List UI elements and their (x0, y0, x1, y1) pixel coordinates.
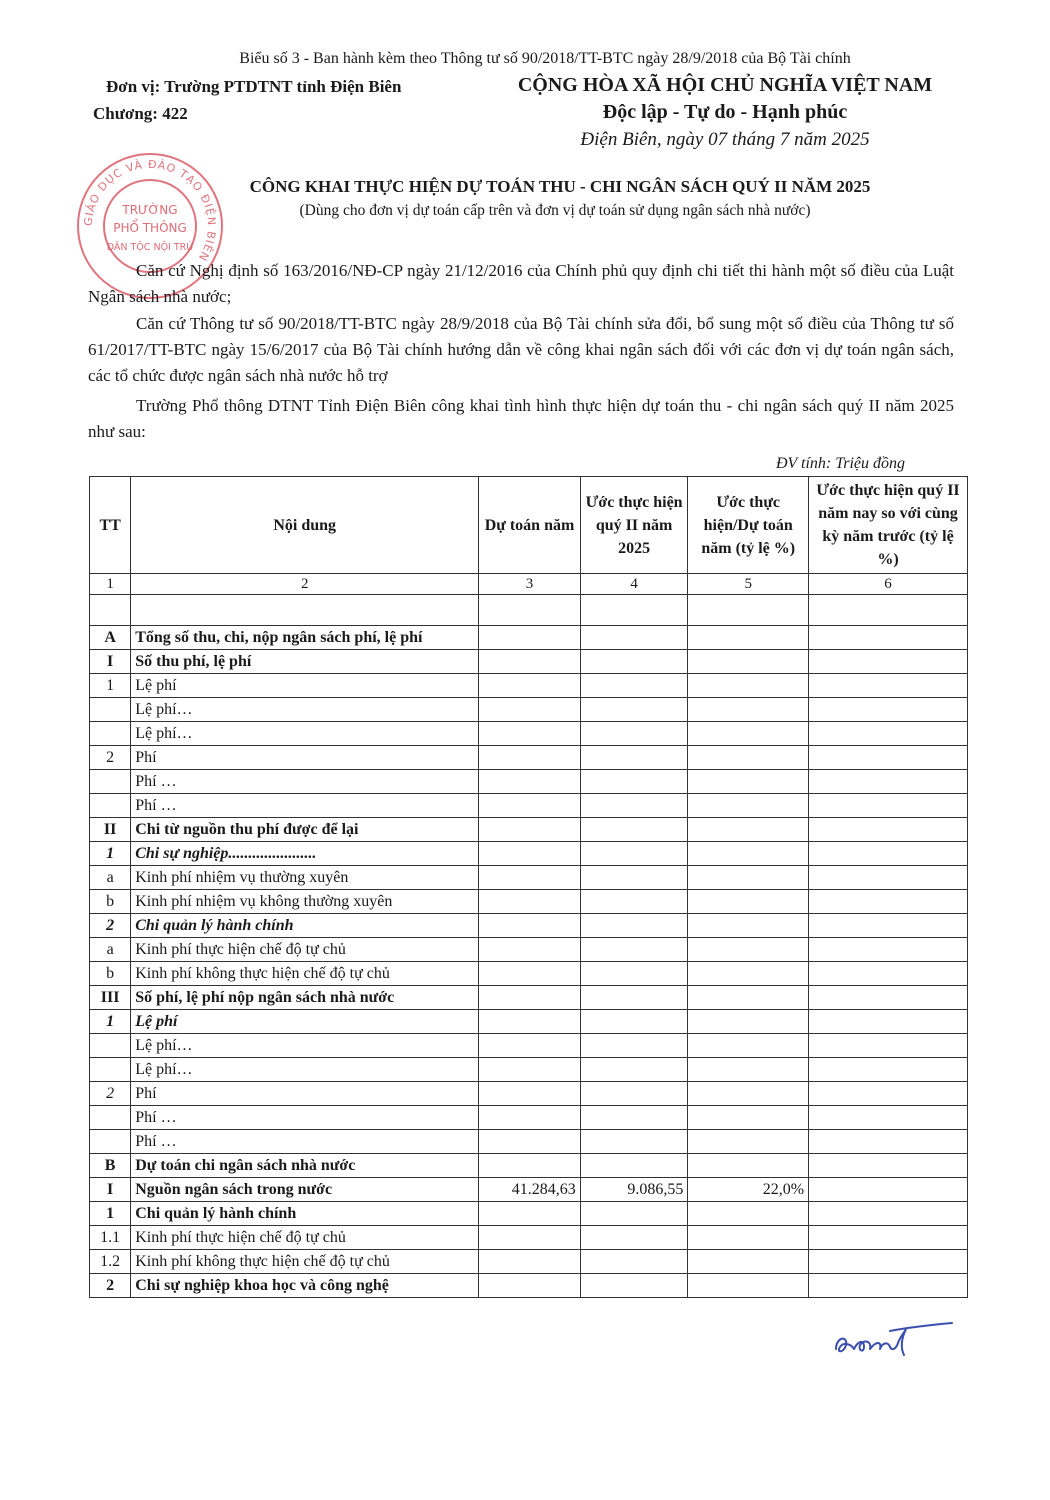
row-number-cell (90, 794, 131, 818)
row-number-cell: 1.2 (90, 1250, 131, 1274)
row-content-cell: Chi quản lý hành chính (131, 1202, 479, 1226)
ratio-annual-cell (688, 1226, 809, 1250)
ratio-annual-cell (688, 1010, 809, 1034)
q2-estimate-cell (580, 866, 688, 890)
table-row (90, 914, 968, 938)
row-content-cell: Lệ phí… (131, 1058, 479, 1082)
ratio-last-year-cell (809, 818, 968, 842)
spacer-row (90, 595, 968, 626)
organization-unit: Đơn vị: Trường PTDTNT tỉnh Điện Biên (106, 77, 402, 96)
ratio-last-year-cell (809, 1226, 968, 1250)
row-content-cell: Tổng số thu, chi, nộp ngân sách phí, lệ phí (131, 626, 479, 650)
ratio-annual-cell (688, 986, 809, 1010)
row-number-cell: 2 (90, 914, 131, 938)
row-content-cell: Nguồn ngân sách trong nước (131, 1178, 479, 1202)
header-q2-estimate: Ước thực hiện quý II năm 2025 (580, 477, 688, 574)
q2-estimate-cell (580, 1034, 688, 1058)
national-title: CỘNG HÒA XÃ HỘI CHỦ NGHĨA VIỆT NAM (517, 74, 933, 96)
annual-estimate-cell (479, 890, 581, 914)
ratio-annual-cell (688, 818, 809, 842)
table-index-row (90, 574, 968, 595)
stamp-line-2: PHỔ THÔNG (113, 221, 187, 235)
q2-estimate-cell (580, 595, 688, 626)
row-number-cell (90, 698, 131, 722)
budget-table (89, 476, 968, 1298)
q2-estimate-cell (580, 986, 688, 1010)
ratio-last-year-cell (809, 1130, 968, 1154)
annual-estimate-cell (479, 1130, 581, 1154)
ratio-annual-cell (688, 842, 809, 866)
header-content: Nội dung (131, 477, 479, 574)
q2-estimate-cell (580, 1010, 688, 1034)
budget-chapter: Chương: 422 (93, 104, 188, 123)
q2-estimate-cell (580, 938, 688, 962)
q2-estimate-cell: 9.086,55 (580, 1178, 688, 1202)
annual-estimate-cell (479, 770, 581, 794)
ratio-last-year-cell (809, 1106, 968, 1130)
ratio-last-year-cell (809, 938, 968, 962)
row-number-cell: 1 (90, 1202, 131, 1226)
row-content-cell: Chi quản lý hành chính (131, 914, 479, 938)
row-number-cell (90, 1034, 131, 1058)
q2-estimate-cell (580, 626, 688, 650)
row-number-cell (90, 722, 131, 746)
header-ratio-to-last-year: Ước thực hiện quý II năm nay so với cùng kỳ năm trước (tỷ lệ %) (809, 477, 968, 574)
table-row (90, 1250, 968, 1274)
ratio-annual-cell (688, 1130, 809, 1154)
annual-estimate-cell (479, 1226, 581, 1250)
annual-estimate-cell (479, 794, 581, 818)
ratio-annual-cell (688, 746, 809, 770)
table-row (90, 1106, 968, 1130)
table-row (90, 1058, 968, 1082)
ratio-annual-cell (688, 595, 809, 626)
row-number-cell: 1 (90, 674, 131, 698)
row-content-cell: Phí … (131, 1130, 479, 1154)
ratio-annual-cell (688, 626, 809, 650)
index-cell: 4 (580, 574, 688, 595)
table-row (90, 1010, 968, 1034)
row-number-cell: 2 (90, 1082, 131, 1106)
ratio-last-year-cell (809, 674, 968, 698)
annual-estimate-cell (479, 1010, 581, 1034)
table-row (90, 1226, 968, 1250)
ratio-annual-cell (688, 866, 809, 890)
table-row (90, 1082, 968, 1106)
q2-estimate-cell (580, 914, 688, 938)
annual-estimate-cell (479, 1250, 581, 1274)
row-content-cell (131, 595, 479, 626)
document-title: CÔNG KHAI THỰC HIỆN DỰ TOÁN THU - CHI NGÂN SÁCH QUÝ II NĂM 2025 (249, 177, 871, 196)
ratio-annual-cell (688, 890, 809, 914)
annual-estimate-cell (479, 1202, 581, 1226)
row-content-cell: Dự toán chi ngân sách nhà nước (131, 1154, 479, 1178)
header-ratio-to-annual: Ước thực hiện/Dự toán năm (tỷ lệ %) (688, 477, 809, 574)
table-row (90, 674, 968, 698)
row-content-cell: Kinh phí không thực hiện chế độ tự chủ (131, 1250, 479, 1274)
table-row (90, 698, 968, 722)
annual-estimate-cell (479, 1034, 581, 1058)
table-body (90, 595, 968, 1298)
handwritten-signature (830, 1315, 960, 1365)
header-tt: TT (90, 477, 131, 574)
annual-estimate-cell (479, 842, 581, 866)
row-content-cell: Kinh phí không thực hiện chế độ tự chủ (131, 962, 479, 986)
ratio-annual-cell (688, 1034, 809, 1058)
ratio-last-year-cell (809, 1178, 968, 1202)
row-number-cell: III (90, 986, 131, 1010)
row-content-cell: Chi sự nghiệp khoa học và công nghệ (131, 1274, 479, 1298)
row-content-cell: Kinh phí nhiệm vụ không thường xuyên (131, 890, 479, 914)
table-row (90, 1130, 968, 1154)
row-number-cell: II (90, 818, 131, 842)
table-row (90, 1178, 968, 1202)
annual-estimate-cell (479, 674, 581, 698)
table-row (90, 1034, 968, 1058)
q2-estimate-cell (580, 1130, 688, 1154)
annual-estimate-cell (479, 1058, 581, 1082)
row-content-cell: Chi từ nguồn thu phí được để lại (131, 818, 479, 842)
table-row (90, 962, 968, 986)
ratio-last-year-cell (809, 794, 968, 818)
table-row (90, 794, 968, 818)
row-number-cell: a (90, 866, 131, 890)
row-content-cell: Kinh phí thực hiện chế độ tự chủ (131, 938, 479, 962)
annual-estimate-cell (479, 650, 581, 674)
row-content-cell: Phí … (131, 1106, 479, 1130)
ratio-last-year-cell (809, 722, 968, 746)
row-content-cell: Phí (131, 1082, 479, 1106)
ratio-annual-cell (688, 794, 809, 818)
row-number-cell: 1 (90, 1010, 131, 1034)
ratio-annual-cell (688, 1274, 809, 1298)
q2-estimate-cell (580, 698, 688, 722)
annual-estimate-cell (479, 986, 581, 1010)
q2-estimate-cell (580, 746, 688, 770)
ratio-last-year-cell (809, 746, 968, 770)
row-content-cell: Lệ phí (131, 1010, 479, 1034)
header-annual-estimate: Dự toán năm (479, 477, 581, 574)
table-row (90, 626, 968, 650)
row-number-cell (90, 1058, 131, 1082)
q2-estimate-cell (580, 1106, 688, 1130)
ratio-annual-cell (688, 1106, 809, 1130)
row-content-cell: Lệ phí… (131, 698, 479, 722)
ratio-annual-cell (688, 938, 809, 962)
table-row (90, 770, 968, 794)
table-row (90, 650, 968, 674)
row-number-cell: A (90, 626, 131, 650)
ratio-last-year-cell (809, 1202, 968, 1226)
form-reference-note: Biểu số 3 - Ban hành kèm theo Thông tư số 90/2018/TT-BTC ngày 28/9/2018 của Bộ Tài chính (239, 50, 851, 67)
annual-estimate-cell (479, 914, 581, 938)
stamp-ring-text: GIÁO DỤC VÀ ĐÀO TẠO ĐIỆN BIÊN (81, 157, 219, 264)
table-row (90, 890, 968, 914)
q2-estimate-cell (580, 770, 688, 794)
row-content-cell: Kinh phí thực hiện chế độ tự chủ (131, 1226, 479, 1250)
q2-estimate-cell (580, 1082, 688, 1106)
q2-estimate-cell (580, 722, 688, 746)
stamp-line-3: DÂN TỘC NỘI TRÚ (106, 242, 194, 253)
annual-estimate-cell (479, 722, 581, 746)
row-number-cell: 2 (90, 1274, 131, 1298)
table-row (90, 746, 968, 770)
ratio-last-year-cell (809, 1058, 968, 1082)
row-content-cell: Lệ phí… (131, 722, 479, 746)
row-content-cell: Lệ phí… (131, 1034, 479, 1058)
q2-estimate-cell (580, 1226, 688, 1250)
row-number-cell (90, 1130, 131, 1154)
annual-estimate-cell (479, 1154, 581, 1178)
q2-estimate-cell (580, 1154, 688, 1178)
legal-basis-paragraph-1: Căn cứ Nghị định số 163/2016/NĐ-CP ngày 21/12/2016 của Chính phủ quy định chi tiết thi hành một số điều của Luật Ngân sách nhà nước; (88, 261, 954, 306)
row-number-cell (90, 1106, 131, 1130)
annual-estimate-cell (479, 595, 581, 626)
unit-of-measure-note: ĐV tính: Triệu đồng (775, 455, 905, 472)
ratio-last-year-cell (809, 962, 968, 986)
row-number-cell: b (90, 962, 131, 986)
row-number-cell: I (90, 1178, 131, 1202)
ratio-last-year-cell (809, 698, 968, 722)
ratio-last-year-cell (809, 650, 968, 674)
row-content-cell: Chi sự nghiệp...................... (131, 842, 479, 866)
row-content-cell: Số thu phí, lệ phí (131, 650, 479, 674)
annual-estimate-cell (479, 746, 581, 770)
row-number-cell: 1 (90, 842, 131, 866)
row-content-cell: Số phí, lệ phí nộp ngân sách nhà nước (131, 986, 479, 1010)
table-row (90, 842, 968, 866)
ratio-annual-cell (688, 962, 809, 986)
annual-estimate-cell (479, 938, 581, 962)
annual-estimate-cell (479, 1082, 581, 1106)
table-row (90, 818, 968, 842)
q2-estimate-cell (580, 674, 688, 698)
table-row (90, 722, 968, 746)
ratio-annual-cell (688, 1202, 809, 1226)
annual-estimate-cell (479, 866, 581, 890)
ratio-annual-cell (688, 1058, 809, 1082)
row-number-cell: b (90, 890, 131, 914)
row-content-cell: Phí (131, 746, 479, 770)
table-row (90, 1274, 968, 1298)
ratio-annual-cell (688, 650, 809, 674)
q2-estimate-cell (580, 794, 688, 818)
ratio-last-year-cell (809, 770, 968, 794)
table-row (90, 1202, 968, 1226)
document-subtitle: (Dùng cho đơn vị dự toán cấp trên và đơn vị dự toán sử dụng ngân sách nhà nước) (299, 202, 811, 219)
q2-estimate-cell (580, 1202, 688, 1226)
ratio-annual-cell (688, 1250, 809, 1274)
ratio-annual-cell: 22,0% (688, 1178, 809, 1202)
index-cell: 5 (688, 574, 809, 595)
ratio-annual-cell (688, 914, 809, 938)
index-cell: 6 (809, 574, 968, 595)
table-header-row (90, 477, 968, 574)
row-content-cell: Lệ phí (131, 674, 479, 698)
national-motto: Độc lập - Tự do - Hạnh phúc (602, 101, 848, 123)
annual-estimate-cell (479, 1106, 581, 1130)
annual-estimate-cell: 41.284,63 (479, 1178, 581, 1202)
annual-estimate-cell (479, 626, 581, 650)
q2-estimate-cell (580, 1250, 688, 1274)
ratio-annual-cell (688, 698, 809, 722)
ratio-last-year-cell (809, 842, 968, 866)
row-number-cell: 1.1 (90, 1226, 131, 1250)
annual-estimate-cell (479, 1274, 581, 1298)
q2-estimate-cell (580, 1274, 688, 1298)
index-cell: 2 (131, 574, 479, 595)
row-number-cell: 2 (90, 746, 131, 770)
table-row (90, 866, 968, 890)
index-cell: 3 (479, 574, 581, 595)
q2-estimate-cell (580, 1058, 688, 1082)
ratio-last-year-cell (809, 986, 968, 1010)
ratio-last-year-cell (809, 1034, 968, 1058)
legal-basis-paragraph-2: Căn cứ Thông tư số 90/2018/TT-BTC ngày 28/9/2018 của Bộ Tài chính sửa đổi, bổ sung một số điều của Thông tư số 61/2017/TT-BTC ngày 15/6/2017 của Bộ Tài chính hướng dẫn về công khai ngân sách đối với các đơn vị dự toán ngân sách, các tổ chức được ngân sách nhà nước hỗ trợ (88, 314, 954, 385)
ratio-last-year-cell (809, 1010, 968, 1034)
row-number-cell (90, 770, 131, 794)
ratio-last-year-cell (809, 1154, 968, 1178)
ratio-last-year-cell (809, 914, 968, 938)
ratio-last-year-cell (809, 1082, 968, 1106)
table-row (90, 938, 968, 962)
ratio-annual-cell (688, 770, 809, 794)
ratio-annual-cell (688, 1154, 809, 1178)
stamp-line-1: TRƯỜNG (122, 203, 178, 217)
q2-estimate-cell (580, 890, 688, 914)
row-content-cell: Kinh phí nhiệm vụ thường xuyên (131, 866, 479, 890)
ratio-last-year-cell (809, 626, 968, 650)
annual-estimate-cell (479, 698, 581, 722)
table-row (90, 986, 968, 1010)
annual-estimate-cell (479, 962, 581, 986)
index-cell: 1 (90, 574, 131, 595)
intro-paragraph: Trường Phổ thông DTNT Tỉnh Điện Biên công khai tình hình thực hiện dự toán thu - chi ngân sách quý II năm 2025 như sau: (88, 396, 954, 441)
ratio-last-year-cell (809, 866, 968, 890)
annual-estimate-cell (479, 818, 581, 842)
q2-estimate-cell (580, 818, 688, 842)
ratio-last-year-cell (809, 1250, 968, 1274)
ratio-last-year-cell (809, 595, 968, 626)
row-number-cell: a (90, 938, 131, 962)
q2-estimate-cell (580, 650, 688, 674)
row-content-cell: Phí … (131, 770, 479, 794)
q2-estimate-cell (580, 842, 688, 866)
row-content-cell: Phí … (131, 794, 479, 818)
table-row (90, 1154, 968, 1178)
ratio-annual-cell (688, 1082, 809, 1106)
ratio-last-year-cell (809, 890, 968, 914)
row-number-cell: B (90, 1154, 131, 1178)
q2-estimate-cell (580, 962, 688, 986)
row-number-cell (90, 595, 131, 626)
document-date: Điện Biên, ngày 07 tháng 7 năm 2025 (580, 129, 870, 150)
ratio-last-year-cell (809, 1274, 968, 1298)
row-number-cell: I (90, 650, 131, 674)
ratio-annual-cell (688, 674, 809, 698)
ratio-annual-cell (688, 722, 809, 746)
